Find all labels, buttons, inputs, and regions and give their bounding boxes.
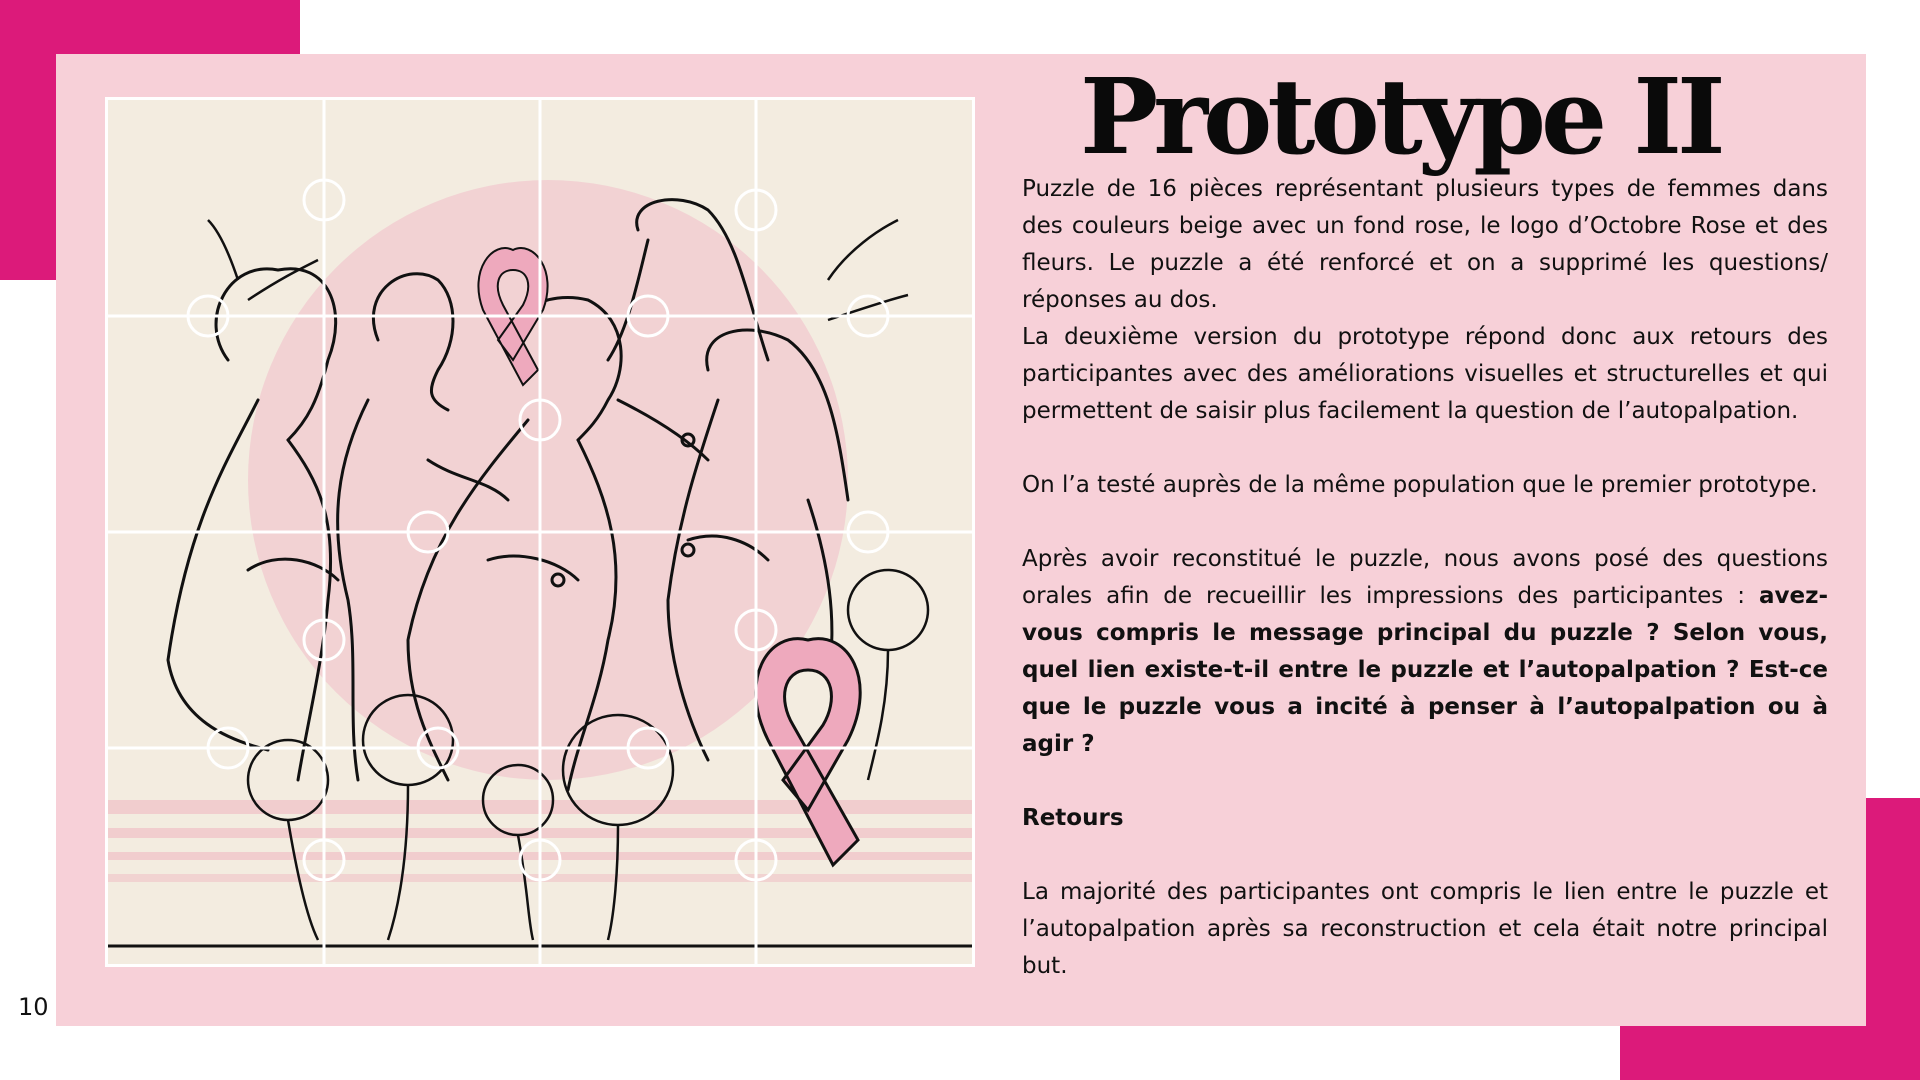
- paragraph-gap: [1022, 837, 1828, 874]
- feedback-paragraph: La majorité des participantes ont compris le lien entre le puzzle et l’autopalpation après sa reconstruction et cela était notre principal but.: [1022, 879, 1828, 979]
- test-note-paragraph: On l’a testé auprès de la même population que le premier prototype.: [1022, 472, 1818, 498]
- feedback-heading: [1022, 800, 1828, 837]
- paragraph-gap: [1022, 763, 1828, 800]
- paragraph-gap: [1022, 430, 1828, 467]
- intro-paragraph-1: Puzzle de 16 pièces représentant plusieurs types de femmes dans des couleurs beige avec un fond rose, le logo d’Octobre Rose et des fleurs. Le puzzle a été renforcé et on a supprimé les questions/ réponses au dos.: [1022, 176, 1828, 313]
- puzzle-illustration: [108, 100, 972, 964]
- paragraph-gap: [1022, 504, 1828, 541]
- questions-lead: Après avoir reconstitué le puzzle, nous avons posé des questions orales afin de recueillir les impressions des participantes :: [1022, 546, 1828, 609]
- intro-paragraph-2: La deuxième version du prototype répond donc aux retours des participantes avec des améliorations visuelles et structurelles et qui permettent de saisir plus facilement la question de l’autopalpation.: [1022, 324, 1828, 424]
- page-title: Prototype II: [1080, 55, 1721, 178]
- body-text: [1022, 171, 1828, 985]
- page-number: 10: [18, 993, 49, 1021]
- feedback-heading-text: Retours: [1022, 805, 1124, 831]
- questions-paragraph: [1022, 541, 1828, 763]
- questions-bold: avez-vous compris le message principal du puzzle ? Selon vous, quel lien existe-t-il entre le puzzle et l’autopalpation ? Est-ce que le puzzle vous a incité à penser à l’autopalpation ou à agir ?: [1022, 583, 1828, 757]
- puzzle-illustration-icon: [108, 100, 972, 964]
